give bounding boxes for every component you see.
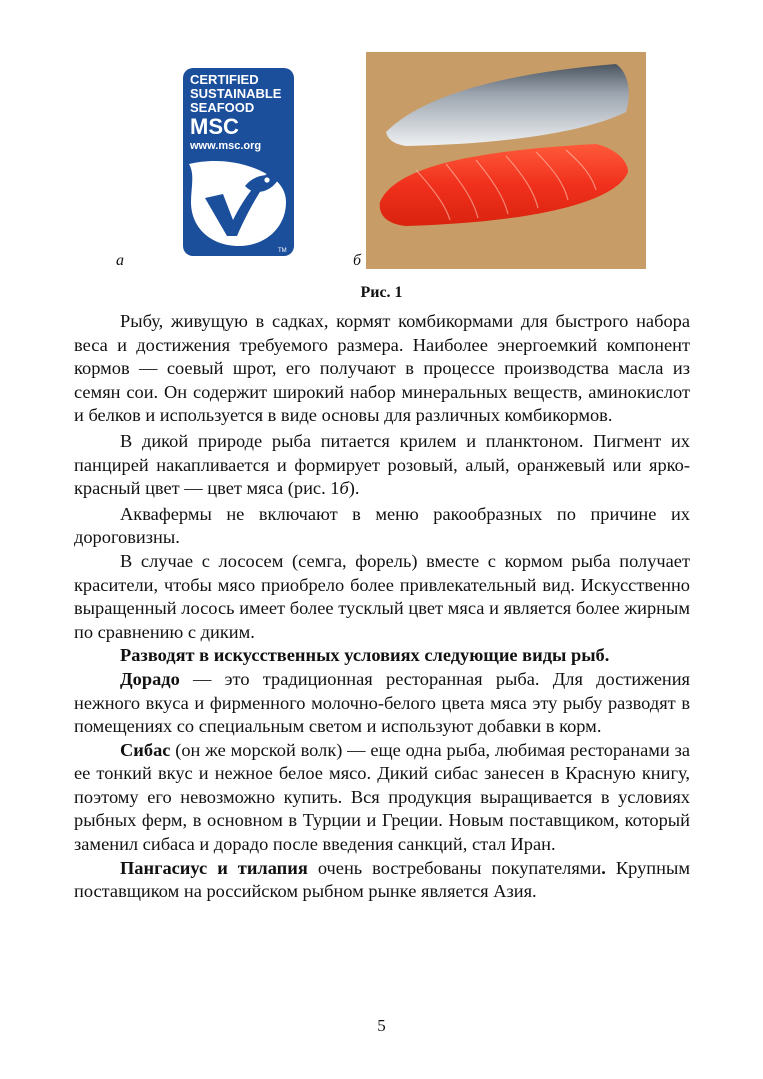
pangasius-text-2: Крупным поставщиком на российском рыбном рынке является Азия.	[74, 857, 690, 902]
paragraph-wild-diet-end: ).	[348, 478, 360, 499]
paragraph-aquafarms: Аквафермы не включают в меню ракообразных по причине их дороговизны.	[74, 503, 690, 548]
paragraph-pangasius	[74, 857, 690, 904]
paragraph-dorado	[74, 668, 690, 739]
logo-text-msc: MSC	[190, 114, 239, 139]
sibas-text: (он же морской волк) — еще одна рыба, любимая ресторанами за ее тонкий вкус и нежное белое мясо. Дикий сибас занесен в Красную книгу, поэтому его невозможно купить. Вся продукция выращивается в условиях рыбных ферм, в основном в Турции и Греции. Новым поставщиком, который заменил сибаса и дорадо после введения санкций, стал Иран.	[74, 739, 690, 855]
pangasius-text: очень востребованы покупателями	[307, 857, 602, 878]
figure-caption: Рис. 1	[360, 284, 403, 301]
logo-text-line-1: CERTIFIED	[190, 72, 259, 87]
salmon-fillet-photo	[366, 52, 646, 269]
body-text	[74, 310, 690, 904]
term-pangasius-tilapia: Пангасиус и тилапия	[120, 857, 308, 878]
page-number: 5	[377, 1016, 386, 1035]
logo-text-url: www.msc.org	[190, 140, 262, 152]
term-sibas: Сибас	[120, 739, 171, 760]
figure-label-a: а	[116, 252, 124, 269]
section-heading: Разводят в искусственных условиях следующие виды рыб.	[120, 645, 610, 666]
logo-text-line-3: SEAFOOD	[190, 100, 255, 115]
logo-tm-mark: TM	[278, 248, 287, 254]
term-dorado: Дорадо	[120, 668, 180, 689]
paragraph-feeding: Рыбу, живущую в садках, кормят комбикормами для быстрого набора веса и достижения требуемого размера. Наиболее энергоемкий компонент кормов — соевый шрот, его получают в процессе производства масла из семян сои. Он содержит широкий набор минеральных веществ, аминокислот и белков и используется в виде основы для различных комбикормов.	[74, 311, 690, 426]
logo-text-line-2: SUSTAINABLE	[190, 86, 282, 101]
dorado-text: — это традиционная ресторанная рыба. Для достижения нежного вкуса и фирменного молочно-белого цвета мяса эту рыбу разводят в помещениях со специальным светом и используют добавки в корм.	[74, 668, 690, 737]
figure-label-b: б	[353, 252, 362, 269]
paragraph-wild-diet-text: В дикой природе рыба питается крилем и планктоном. Пигмент их панцирей накапливается и формирует розовый, алый, оранжевый или ярко-красный цвет — цвет мяса (рис. 1	[74, 430, 690, 499]
paragraph-salmon: В случае с лососем (семга, форель) вместе с кормом рыба получает красители, чтобы мясо приобрело более привлекательный вид. Искусственно выращенный лосось имеет более тусклый цвет мяса и является более жирным по сравнению с диким.	[74, 550, 690, 642]
msc-certified-logo	[183, 68, 294, 256]
paragraph-sibas	[74, 739, 690, 857]
paragraph-wild-diet	[74, 430, 690, 501]
pangasius-bold-dot: .	[601, 857, 606, 878]
figure-ref-b: б	[339, 478, 349, 499]
